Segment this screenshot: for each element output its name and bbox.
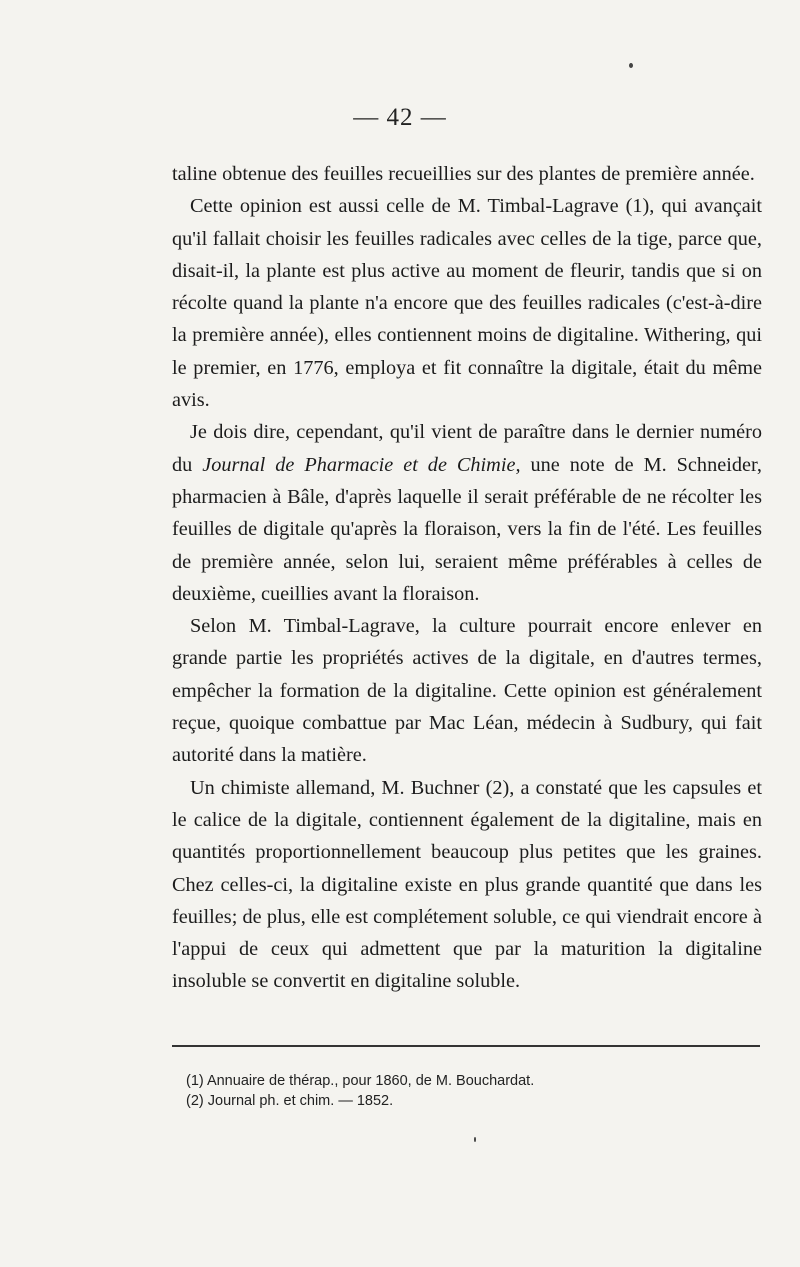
paragraph-3-text-before: Je dois dire, cependant, qu'il vient de paraître dans le dernier numéro du — [172, 421, 762, 476]
paragraph-3-text-after: une note de M. Schneider, pharmacien à Bâle, d'après laquelle il serait préférable de ne récolter les feuilles de digitale qu'après la floraison, vers la fin de l'été. Les feuilles de première année, selon lui, seraient même préférables à celles de deuxième, cueillies avant la floraison. — [172, 453, 763, 605]
footnote-1: (1) Annuaire de thérap., pour 1860, de M. Bouchardat. — [186, 1073, 535, 1089]
ink-speck — [629, 63, 633, 68]
footnote-divider — [172, 1045, 760, 1047]
paragraph-3 — [172, 416, 762, 610]
paragraph-4: Selon M. Timbal-Lagrave, la culture pourrait encore enlever en grande partie les propriétés actives de la digitale, en d'autres termes, empêcher la formation de la digitaline. Cette opinion est généralement reçue, quoique combattue par Mac Léan, médecin à Sudbury, qui fait autorité dans la matière. — [172, 615, 762, 767]
body-text — [172, 158, 762, 998]
page-number: — 42 — — [353, 104, 447, 131]
footnote-2: (2) Journal ph. et chim. — 1852. — [186, 1093, 394, 1109]
paragraph-2: Cette opinion est aussi celle de M. Timbal-Lagrave (1), qui avançait qu'il fallait choisir les feuilles radicales avec celles de la tige, parce que, disait-il, la plante est plus active au moment de fleurir, tandis que si on récolte quand la plante n'a encore que des feuilles radicales (c'est-à-dire la première année), elles contiennent moins de digitaline. Withering, qui le premier, en 1776, employa et fit connaître la digitale, était du même avis. — [172, 195, 762, 412]
journal-title: Journal de Pharmacie et de Chimie, — [202, 453, 521, 476]
paragraph-5: Un chimiste allemand, M. Buchner (2), a constaté que les capsules et le calice de la digitale, contiennent également de la digitaline, mais en quantités proportionnellement beaucoup plus petites que les graines. Chez celles-ci, la digitaline existe en plus grande quantité que dans les feuilles; de plus, elle est complétement soluble, ce qui viendrait encore à l'appui de ceux qui admettent que par la maturition la digitaline insoluble se convertit en digitaline soluble. — [172, 776, 762, 993]
footnotes — [186, 1071, 746, 1111]
ink-speck — [474, 1137, 476, 1142]
paragraph-1: taline obtenue des feuilles recueillies sur des plantes de première année. — [172, 163, 755, 185]
